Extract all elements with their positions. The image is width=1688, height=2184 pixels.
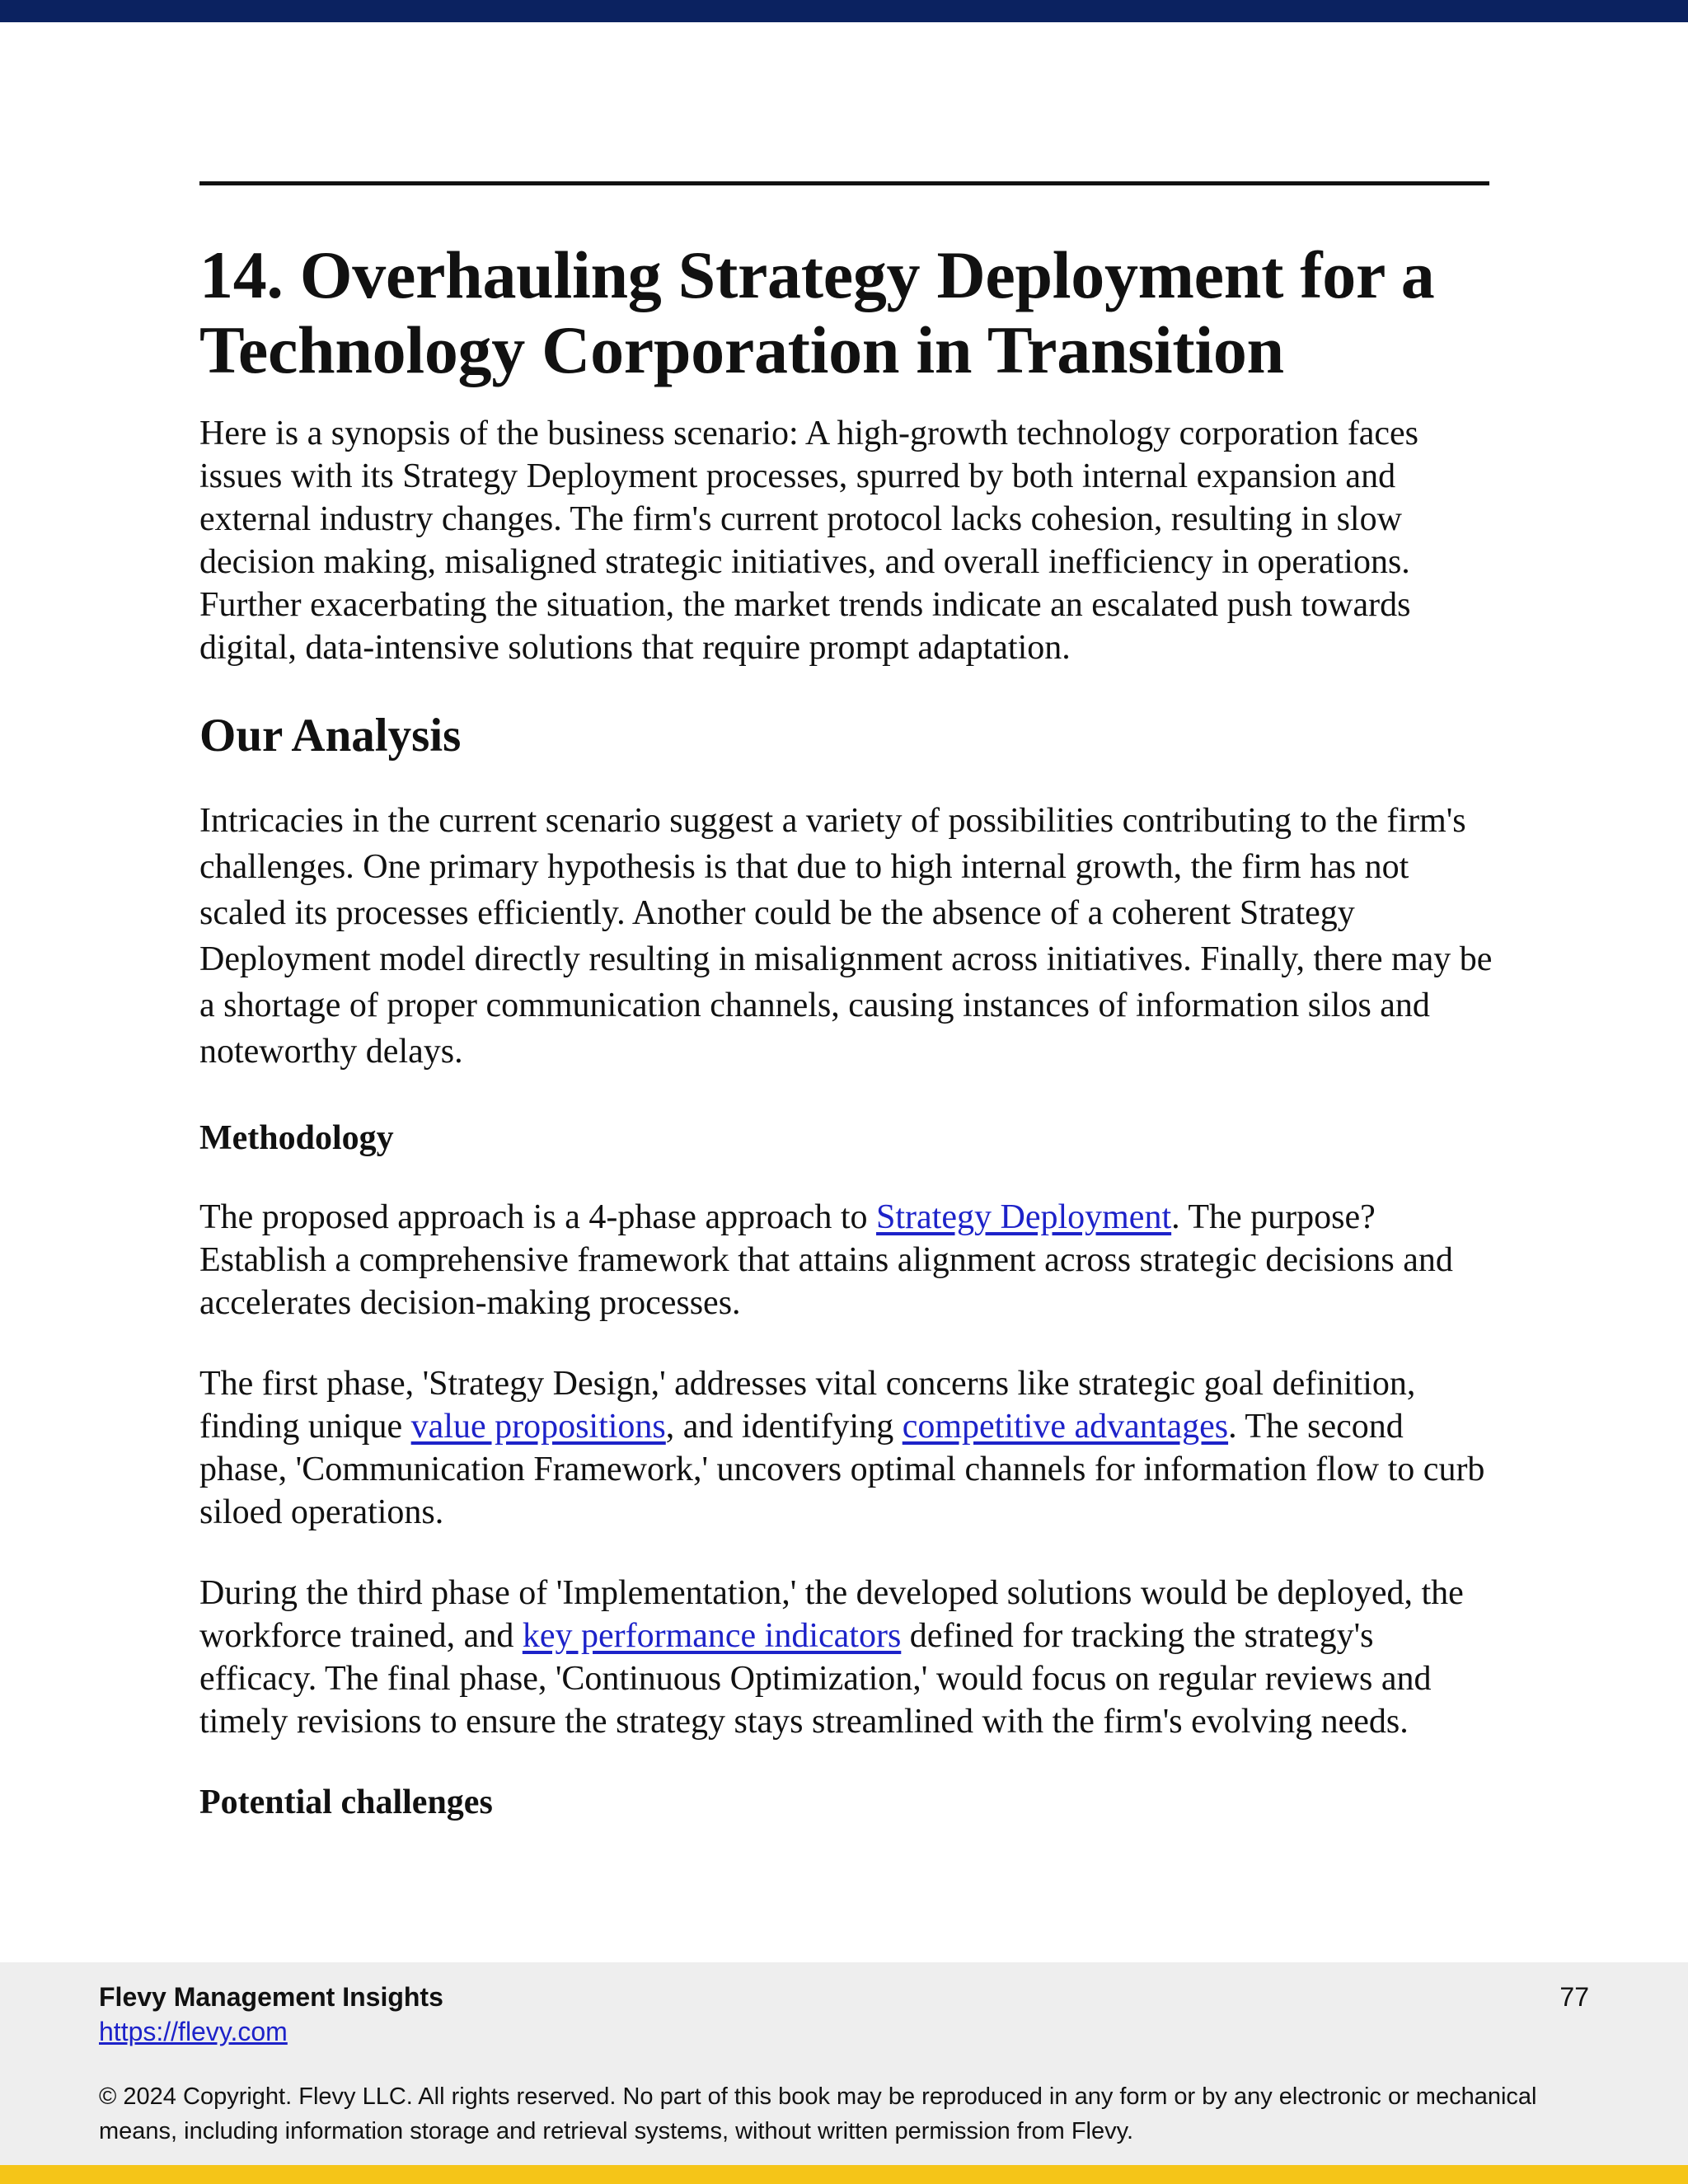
methodology-paragraph-3 [199, 1572, 1493, 1743]
synopsis-paragraph: Here is a synopsis of the business scenario: A high-growth technology corporation faces issues with its Strategy Deployment processes, spurred by both internal expansion and external industry changes. The firm's current protocol lacks cohesion, resulting in slow decision making, misaligned strategic initiatives, and overall inefficiency in operations. Further exacerbating the situation, the market trends indicate an escalated push towards digital, data-intensive solutions that require prompt adaptation. [199, 415, 1419, 667]
page-title: 14. Overhauling Strategy Deployment for a Technology Corporation in Transition [199, 237, 1435, 387]
analysis-paragraph: Intricacies in the current scenario suggest a variety of possibilities contributing to the firm's challenges. One primary hypothesis is that due to high internal growth, the firm has not scaled its processes efficiently. Another could be the absence of a coherent Strategy Deployment model directly resulting in misalignment across initiatives. Finally, there may be a shortage of proper communication channels, causing instances of information silos and noteworthy delays. [199, 802, 1493, 1071]
page-footer [0, 1962, 1688, 2165]
methodology-heading: Methodology [199, 1119, 394, 1157]
methodology-p2-text-mid: , and identifying [665, 1408, 903, 1446]
strategy-deployment-link[interactable]: Strategy Deployment [876, 1198, 1172, 1236]
methodology-p3-text-after: defined for tracking the strategy's efficacy. The final phase, 'Continuous Optimization,' would focus on regular reviews and timely revisions to ensure the strategy stays streamlined with the firm's evolving needs. [199, 1617, 1432, 1741]
top-color-band [0, 0, 1688, 22]
methodology-p2-text-after: . The second phase, 'Communication Framework,' uncovers optimal channels for information flow to curb siloed operations. [199, 1408, 1485, 1531]
methodology-p2-text-before: The first phase, 'Strategy Design,' addresses vital concerns like strategic goal definition, finding unique [199, 1365, 1416, 1446]
methodology-p1-text-before: The proposed approach is a 4-phase approach to [199, 1198, 877, 1236]
methodology-p1-text-after: . The purpose? Establish a comprehensive framework that attains alignment across strategic decisions and accelerates decision-making processes. [199, 1198, 1453, 1322]
page-number: 77 [1559, 1982, 1589, 2012]
methodology-p3-text-before: During the third phase of 'Implementation,' the developed solutions would be deployed, the workforce trained, and [199, 1574, 1464, 1655]
footer-url-link[interactable]: https://flevy.com [99, 2017, 288, 2046]
footer-brand: Flevy Management Insights [99, 1982, 443, 2012]
copyright-notice: © 2024 Copyright. Flevy LLC. All rights reserved. No part of this book may be reproduced in any form or by any electronic or mechanical means, including information storage and retrieval systems, without written permission from Flevy. [99, 2083, 1537, 2144]
potential-challenges-heading: Potential challenges [199, 1783, 493, 1821]
competitive-advantages-link[interactable]: competitive advantages [902, 1408, 1229, 1446]
title-rule [199, 181, 1489, 185]
analysis-heading: Our Analysis [199, 710, 462, 762]
methodology-paragraph-2 [199, 1362, 1493, 1534]
page-content [199, 237, 1493, 1824]
value-propositions-link[interactable]: value propositions [410, 1408, 666, 1446]
key-performance-indicators-link[interactable]: key performance indicators [522, 1617, 902, 1655]
methodology-paragraph-1 [199, 1196, 1493, 1324]
bottom-color-band [0, 2165, 1688, 2184]
